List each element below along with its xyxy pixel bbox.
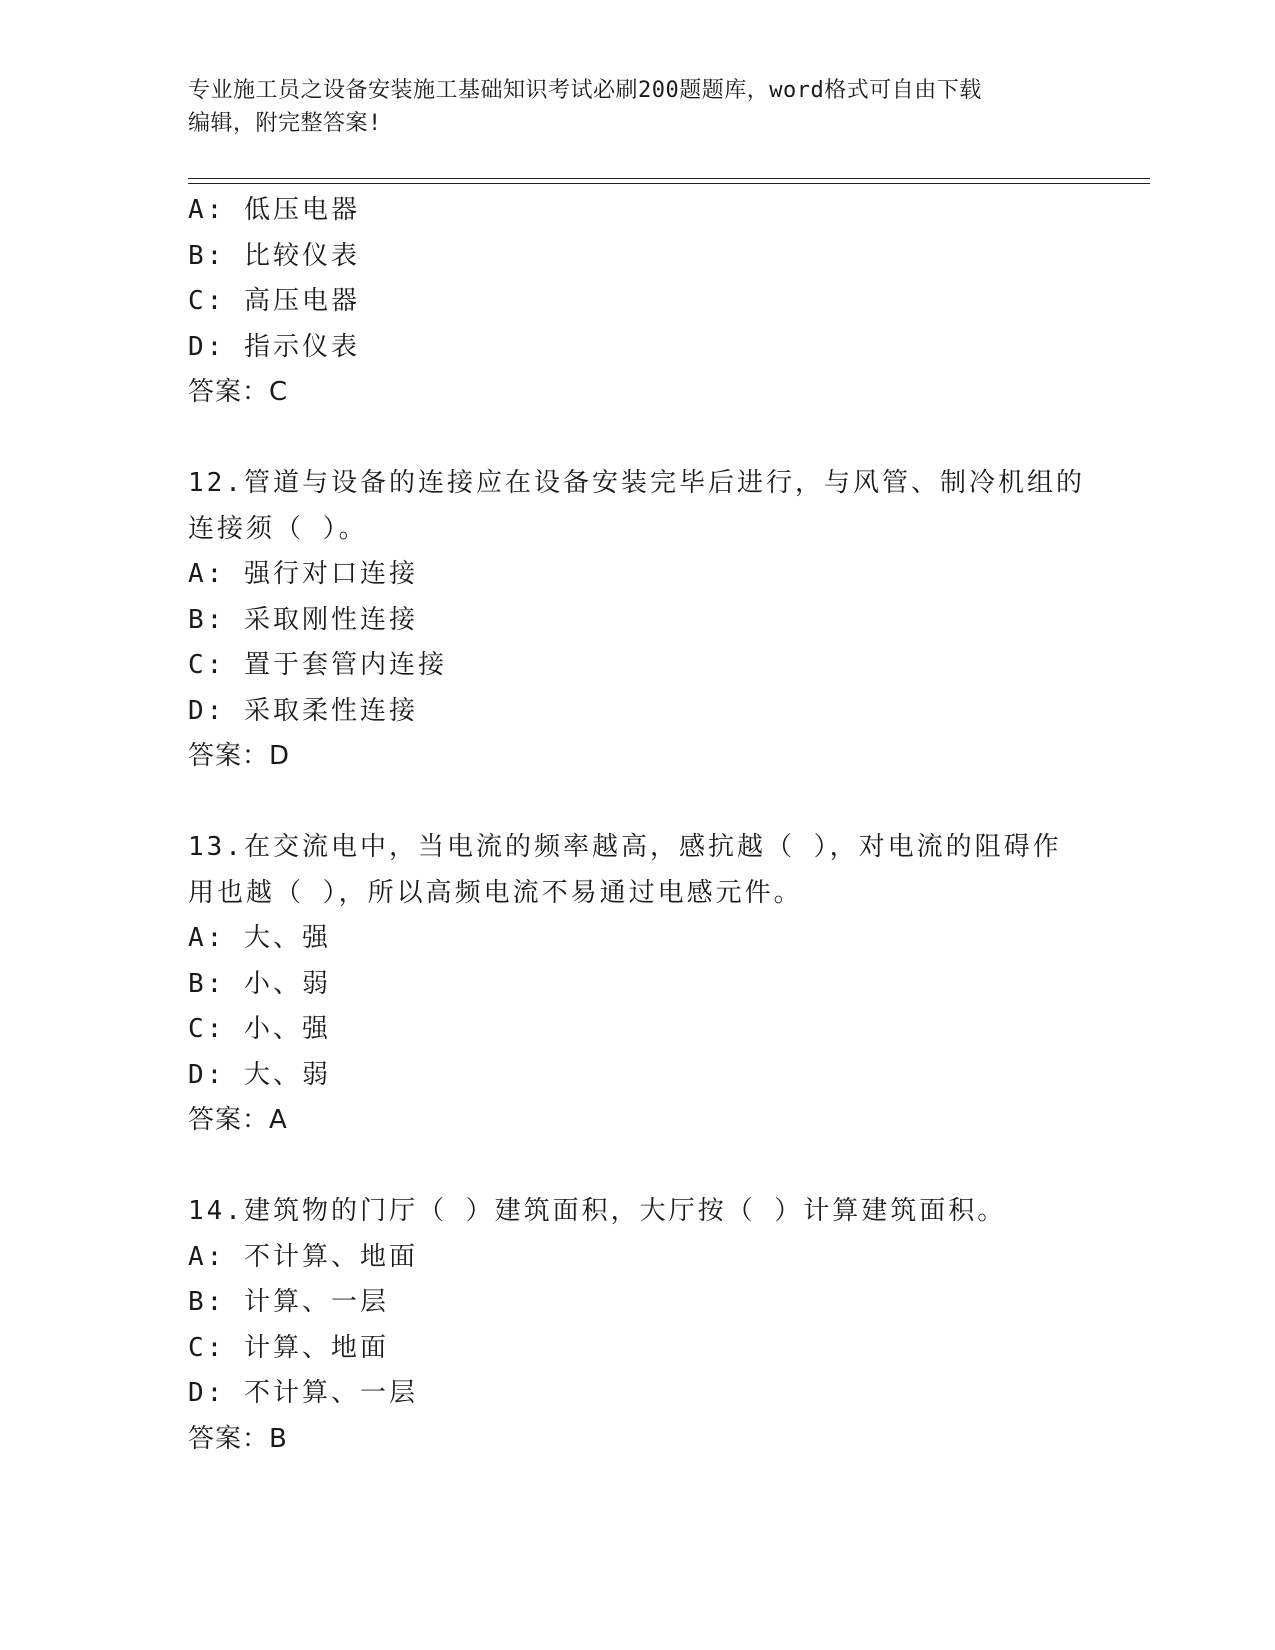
option-b: B: 计算、一层	[188, 1287, 389, 1317]
option-c: C: 小、强	[188, 1014, 331, 1044]
option-d: D: 大、弱	[188, 1059, 331, 1090]
question-stem: 12.管道与设备的连接应在设备安装完毕后进行，与风管、制冷机组的	[188, 468, 1085, 498]
option-c: C: 置于套管内连接	[188, 650, 447, 680]
header-line-2: 编辑，附完整答案!	[188, 111, 382, 136]
question-stem: 14.建筑物的门厅（ ）建筑面积，大厅按（ ）计算建筑面积。	[188, 1196, 1007, 1226]
question-stem: 13.在交流电中，当电流的频率越高，感抗越（ ），对电流的阻碍作	[188, 832, 1062, 862]
option-a: A: 大、强	[188, 923, 331, 953]
option-b: B: 比较仪表	[188, 240, 360, 271]
answer: 答案：D	[188, 741, 291, 771]
option-a: A: 不计算、地面	[188, 1241, 418, 1272]
answer: 答案：B	[188, 1423, 288, 1454]
option-c: C: 计算、地面	[188, 1332, 389, 1363]
document-header	[188, 74, 1068, 140]
question-stem-continued: 连接须（ ）。	[188, 513, 368, 544]
question-stem-continued: 用也越（ ），所以高频电流不易通过电感元件。	[188, 877, 803, 908]
question-11	[188, 188, 1088, 416]
option-a: A: 低压电器	[188, 195, 360, 225]
question-12	[188, 461, 1088, 780]
option-c: C: 高压电器	[188, 286, 360, 316]
option-b: B: 小、弱	[188, 968, 331, 999]
header-divider-bottom	[188, 183, 1150, 184]
question-13	[188, 825, 1088, 1144]
header-divider-top	[188, 178, 1150, 179]
option-d: D: 指示仪表	[188, 331, 360, 362]
option-d: D: 采取柔性连接	[188, 695, 418, 726]
option-a: A: 强行对口连接	[188, 559, 418, 589]
header-line-1: 专业施工员之设备安装施工基础知识考试必刷200题题库，word格式可自由下载	[188, 78, 982, 103]
option-d: D: 不计算、一层	[188, 1378, 418, 1408]
option-b: B: 采取刚性连接	[188, 604, 418, 635]
question-list	[188, 188, 1088, 1462]
answer: 答案：C	[188, 377, 289, 407]
question-14	[188, 1189, 1088, 1462]
answer: 答案：A	[188, 1105, 288, 1135]
